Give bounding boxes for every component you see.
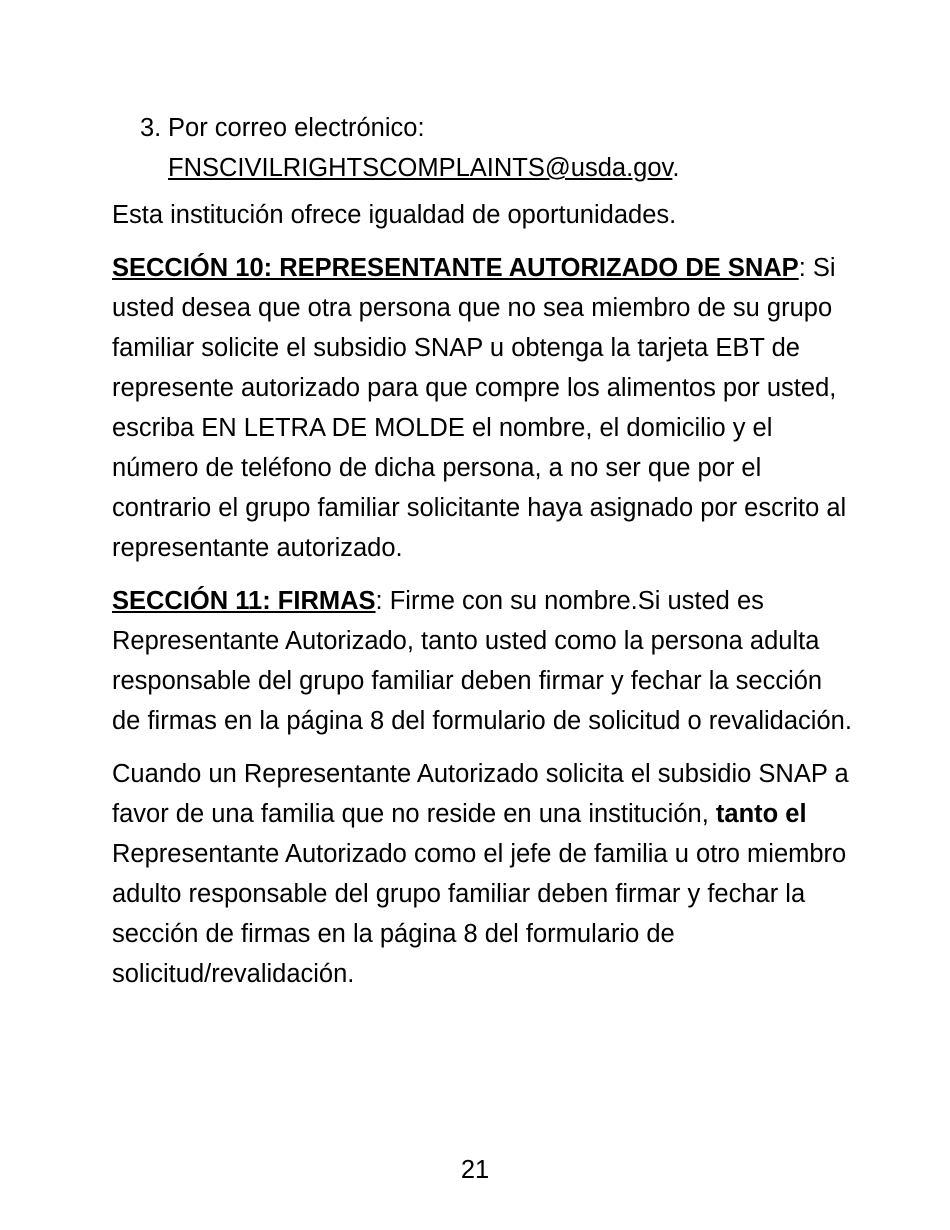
closing-bold-text: tanto el: [715, 800, 807, 828]
email-trailing-period: .: [672, 154, 680, 182]
section-11-body: : Firme con su nombre.Si usted es Representante Autorizado, tanto usted como la persona adulta responsable del grupo familiar deben firmar y fechar la sección de firmas en la página 8 del formulario de solicitud o revalidación.: [112, 587, 852, 735]
complaints-email-link[interactable]: FNSCIVILRIGHTSCOMPLAINTS@usda.gov: [168, 154, 673, 182]
section-11-heading: SECCIÓN 11: FIRMAS: [112, 587, 376, 615]
list-item-label: Por correo electrónico:: [168, 114, 425, 142]
document-page: [112, 108, 852, 1007]
page-number: 21: [460, 1156, 490, 1184]
closing-text-part2: Representante Autorizado como el jefe de familia u otro miembro adulto responsable del grupo familiar deben firmar y fechar la sección de firmas en la página 8 del formulario de solicitud/revalidación.: [112, 840, 847, 988]
equal-opportunity-statement: Esta institución ofrece igualdad de oportunidades.: [112, 201, 677, 229]
section-11-paragraph: [112, 581, 852, 741]
list-item-email: [112, 108, 852, 188]
closing-text-part1: Cuando un Representante Autorizado solicita el subsidio SNAP a favor de una familia que no reside en una institución,: [112, 760, 849, 828]
section-10-paragraph: [112, 248, 852, 568]
closing-paragraph: [112, 754, 852, 994]
section-10-body: : Si usted desea que otra persona que no sea miembro de su grupo familiar solicite el subsidio SNAP u obtenga la tarjeta EBT de represente autorizado para que compre los alimentos por usted, escriba EN LETRA DE MOLDE el nombre, el domicilio y el número de teléfono de dicha persona, a no ser que por el contrario el grupo familiar solicitante haya asignado por escrito al representante autorizado.: [112, 254, 847, 562]
list-number: 3.: [140, 114, 162, 142]
section-10-heading: SECCIÓN 10: REPRESENTANTE AUTORIZADO DE SNAP: [112, 254, 799, 282]
